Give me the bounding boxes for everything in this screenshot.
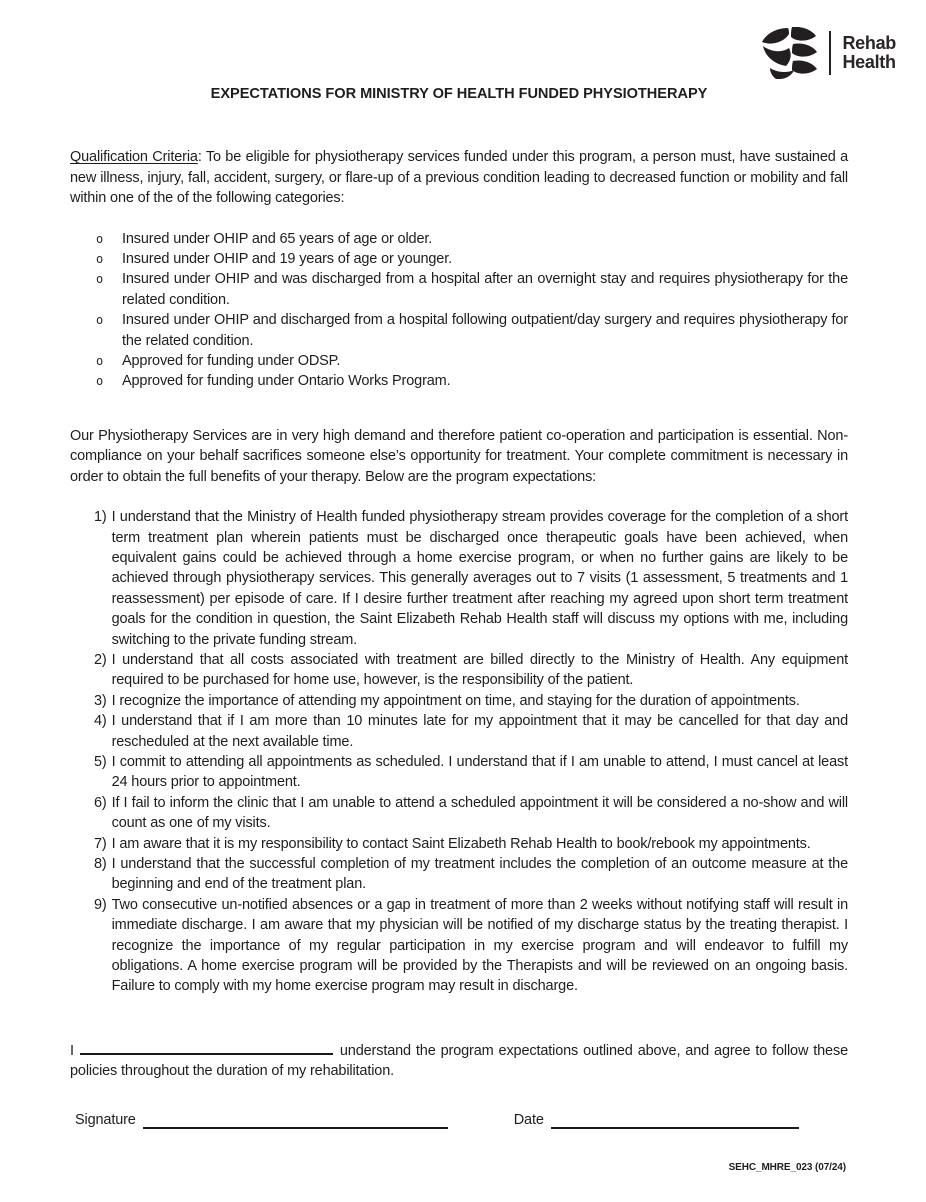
qualification-intro: : To be eligible for physiotherapy services funded under this program, a person must, have sustained a new illness, injury, fall, accident, surgery, or flare-up of a previous condition leading to decreased function or mobility and fall within one of the of the following categories: [70,149,849,207]
se-leaf-icon [762,27,818,79]
numbered-item-text: Two consecutive un-notified absences or a gap in treatment of more than 2 weeks without notifying staff will result in immediate discharge. I am aware that my physician will be notified of my discharge status by the treating therapist. I recognize the importance of my regular participation in my exercise program and will endeavor to fulfill my obligations. A home exercise program will be provided by the Therapists and will be reviewed on an ongoing basis. Failure to comply with my home exercise program may result in discharge. [111,896,848,995]
bullet-item-text: Insured under OHIP and was discharged from a hospital after an overnight stay and requires physiotherapy for the related condition. [122,271,848,308]
bullet-item-text: Insured under OHIP and 65 years of age or older. [122,230,433,247]
signature-section [75,1112,848,1129]
signature-label: Signature [75,1112,136,1128]
date-group [514,1112,799,1129]
item-number: 4) [94,713,107,730]
signature-line[interactable] [143,1124,448,1129]
item-number: 6) [94,794,107,811]
circle-bullet-icon: o [96,231,104,246]
acknowledgement-text: understand the program expectations outlined above, and agree to follow these policies throughout the duration of my rehabilitation. [70,1042,848,1080]
bullet-item [70,371,848,391]
numbered-item-text: I recognize the importance of attending my appointment on time, and staying for the duration of appointments. [111,692,800,709]
circle-bullet-icon: o [96,313,104,328]
numbered-item-text: I understand that all costs associated with treatment are billed directly to the Ministry of Health. Any equipment required to be purchased for home use, however, is the responsibility of the patient. [111,651,848,689]
form-code: SEHC_MHRE_023 (07/24) [728,1162,846,1173]
item-number: 2) [94,651,107,668]
circle-bullet-icon: o [96,252,104,267]
numbered-item [70,711,848,752]
numbered-item [70,650,848,691]
bullet-item [70,351,848,371]
date-line[interactable] [551,1124,799,1129]
numbered-item [70,854,848,895]
brand-line1: Rehab [842,32,896,53]
circle-bullet-icon: o [96,374,104,389]
numbered-item [70,834,848,854]
numbered-item [70,895,848,997]
page-title: EXPECTATIONS FOR MINISTRY OF HEALTH FUNDED PHYSIOTHERAPY [210,86,708,102]
bullet-item-text: Insured under OHIP and discharged from a hospital following outpatient/day surgery and requires physiotherapy for the related condition. [122,312,848,349]
program-intro-paragraph: Our Physiotherapy Services are in very high demand and therefore patient co-operation and participation is essential. Non-compliance on your behalf sacrifices someone else’s opportunity for treatment. Your complete commitment is necessary in order to obtain the full benefits of your therapy. Below are the program expectations: [70,427,848,485]
qualification-heading: Qualification Criteria [70,149,198,166]
numbered-item [70,752,848,793]
numbered-item [70,793,848,834]
bullet-item-text: Approved for funding under ODSP. [122,353,341,370]
item-number: 8) [94,856,107,872]
acknowledgement-name-blank[interactable] [80,1041,333,1055]
bullet-item [70,249,848,269]
brand-line2: Health [842,52,896,72]
signature-group [75,1112,448,1129]
bullet-item [70,310,848,351]
numbered-item [70,507,848,650]
bullet-item-text: Approved for funding under Ontario Works Program. [122,373,451,390]
circle-bullet-icon: o [96,354,104,369]
numbered-item-text: I am aware that it is my responsibility to contact Saint Elizabeth Rehab Health to book/rebook my appointments. [111,835,811,852]
numbered-item-text: I commit to attending all appointments as scheduled. I understand that if I am unable to attend, I must cancel at least 24 hours prior to appointment. [111,753,848,791]
qualification-bullet-list [70,229,848,392]
logo-divider [829,31,831,75]
program-expectations-list [70,507,848,997]
item-number: 9) [94,896,107,913]
bullet-item [70,269,848,310]
brand-logo [762,27,896,79]
item-number: 7) [94,835,107,852]
item-number: 1) [94,509,107,526]
brand-name [842,34,896,73]
acknowledgement-paragraph [70,1041,848,1082]
bullet-item [70,229,848,249]
date-label: Date [513,1112,544,1128]
numbered-item-text: I understand that the successful completion of my treatment includes the completion of an outcome measure at the beginning and end of the treatment plan. [111,856,848,893]
numbered-item-text: If I fail to inform the clinic that I am unable to attend a scheduled appointment it will be considered a no-show and will count as one of my visits. [111,794,848,832]
item-number: 5) [94,753,107,770]
item-number: 3) [94,692,107,709]
numbered-item [70,691,848,711]
qualification-paragraph [70,147,848,208]
acknowledgement-prefix: I [70,1042,74,1059]
bullet-item-text: Insured under OHIP and 19 years of age or younger. [122,251,452,268]
circle-bullet-icon: o [96,272,104,287]
numbered-item-text: I understand that the Ministry of Health funded physiotherapy stream provides coverage for the completion of a short term treatment plan wherein patients must be discharged once therapeutic goals have been achieved, when equivalent gains could be achieved through a home exercise program, or when no further gains are likely to be achieved through physiotherapy services. This generally averages out to 7 visits (1 assessment, 5 treatments and 1 reassessment) per episode of care. If I desire further treatment after reaching my agreed upon short term treatment goals for the condition in question, the Saint Elizabeth Rehab Health staff will discuss my options with me, including switching to the private funding stream. [111,509,848,648]
numbered-item-text: I understand that if I am more than 10 minutes late for my appointment that it may be cancelled for that day and rescheduled at the next available time. [111,713,848,750]
